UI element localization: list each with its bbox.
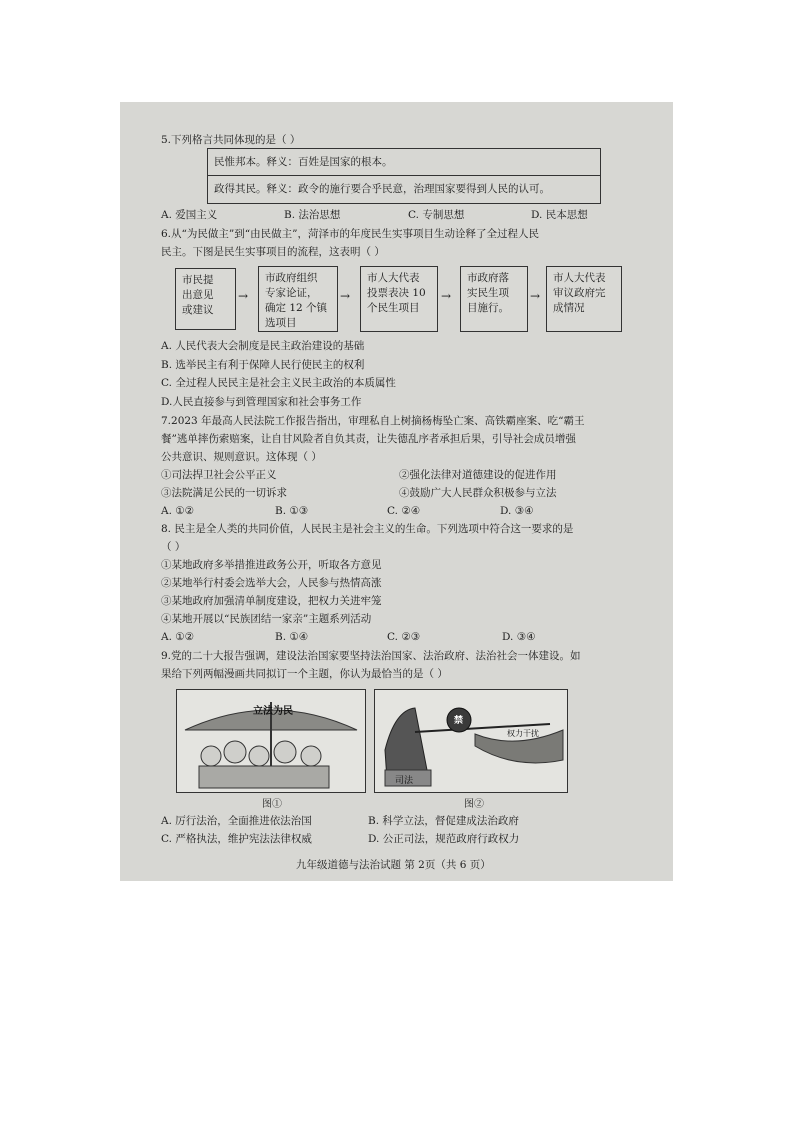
q7-stem-line3: 公共意识、规则意识。这体现（ ） <box>161 451 322 463</box>
q8-item-4: ④某地开展以“民族团结一家亲”主题系列活动 <box>161 613 372 625</box>
comic-1-label: 立法为民 <box>253 706 293 717</box>
comic-1 <box>176 689 366 793</box>
q6-option-b: B. 选举民主有利于保障人民行使民主的权利 <box>161 359 365 371</box>
q6-stem-line1: 6.从“为民做主”到“由民做主”，菏泽市的年度民生实事项目生动诠释了全过程人民 <box>161 228 539 240</box>
flow-step-1: 市民提 出意见 或建议 <box>175 268 236 330</box>
q8-option-d: D. ③④ <box>502 631 536 643</box>
q6-option-c: C. 全过程人民民主是社会主义民主政治的本质属性 <box>161 377 396 389</box>
q5-stem: 5.下列格言共同体现的是（ ） <box>161 134 301 146</box>
q7-item-3: ③法院满足公民的一切诉求 <box>161 487 287 499</box>
q8-item-1: ①某地政府多举措推进政务公开，听取各方意见 <box>161 559 382 571</box>
comic-2-judicial-label: 司法 <box>395 776 414 786</box>
q7-item-1: ①司法捍卫社会公平正义 <box>161 469 277 481</box>
q6-stem-line2: 民主。下图是民生实事项目的流程，这表明（ ） <box>161 246 385 258</box>
q5-quote-box <box>207 148 601 204</box>
q7-option-a: A. ①② <box>161 505 195 517</box>
q8-stem-line2: （ ） <box>161 541 186 553</box>
flow-step-4: 市政府落 实民生项 目施行。 <box>460 266 528 332</box>
q9-option-a: A. 厉行法治，全面推进依法治国 <box>161 815 312 827</box>
arrow-right-icon: → <box>441 289 452 303</box>
comic-2-caption: 图② <box>464 799 484 810</box>
q7-option-c: C. ②④ <box>387 505 421 517</box>
arrow-right-icon: → <box>340 289 351 303</box>
flow-step-2: 市政府组织 专家论证， 确定 12 个镇 选项目 <box>258 266 338 332</box>
q9-option-b: B. 科学立法，督促建成法治政府 <box>368 815 519 827</box>
q8-option-c: C. ②③ <box>387 631 421 643</box>
comic-1-caption: 图① <box>262 799 282 810</box>
q8-item-3: ③某地政府加强清单制度建设，把权力关进牢笼 <box>161 595 382 607</box>
q5-option-a: A. 爱国主义 <box>161 209 218 221</box>
q5-option-d: D. 民本思想 <box>531 209 588 221</box>
q7-stem-line2: 餐”逃单摔伤索赔案，让自甘风险者自负其责，让失德乱序者承担后果，引导社会成员增强 <box>161 433 576 445</box>
q9-option-c: C. 严格执法，维护宪法法律权威 <box>161 833 312 845</box>
q5-option-c: C. 专制思想 <box>408 209 465 221</box>
q7-item-2: ②强化法律对道德建设的促进作用 <box>399 469 557 481</box>
q7-option-b: B. ①③ <box>275 505 309 517</box>
q8-item-2: ②某地举行村委会选举大会，人民参与热情高涨 <box>161 577 382 589</box>
q8-option-a: A. ①② <box>161 631 195 643</box>
q6-option-d: D.人民直接参与到管理国家和社会事务工作 <box>161 396 362 408</box>
q5-option-b: B. 法治思想 <box>284 209 341 221</box>
q7-option-d: D. ③④ <box>500 505 534 517</box>
comic-2 <box>374 689 568 793</box>
q6-option-a: A. 人民代表大会制度是民主政治建设的基础 <box>161 340 365 352</box>
flow-step-5: 市人大代表 审议政府完 成情况 <box>546 266 622 332</box>
arrow-right-icon: → <box>530 289 541 303</box>
comic-2-ban-label: 禁 <box>454 716 464 726</box>
arrow-right-icon: → <box>238 289 249 303</box>
flow-step-3: 市人大代表 投票表决 10 个民生项目 <box>360 266 438 332</box>
q5-quote-1: 民惟邦本。释义：百姓是国家的根本。 <box>214 156 393 168</box>
q9-stem-line2: 果给下列两幅漫画共同拟订一个主题，你认为最恰当的是（ ） <box>161 668 448 680</box>
q9-stem-line1: 9.党的二十大报告强调，建设法治国家要坚持法治国家、法治政府、法治社会一体建设。如 <box>161 650 581 662</box>
comic-2-power-label: 权力干扰 <box>507 729 539 738</box>
q7-item-4: ④鼓励广大人民群众积极参与立法 <box>399 487 557 499</box>
q8-option-b: B. ①④ <box>275 631 309 643</box>
q7-stem-line1: 7.2023 年最高人民法院工作报告指出，审理私自上树摘杨梅坠亡案、高铁霸座案、吃“霸王 <box>161 415 585 427</box>
page-footer: 九年级道德与法治试题 第 2页（共 6 页） <box>296 859 491 871</box>
q8-stem-line1: 8. 民主是全人类的共同价值，人民民主是社会主义的生命。下列选项中符合这一要求的是 <box>161 523 574 535</box>
q9-option-d: D. 公正司法，规范政府行政权力 <box>368 833 520 845</box>
q5-quote-2: 政得其民。释义：政令的施行要合乎民意，治理国家要得到人民的认可。 <box>208 175 600 202</box>
